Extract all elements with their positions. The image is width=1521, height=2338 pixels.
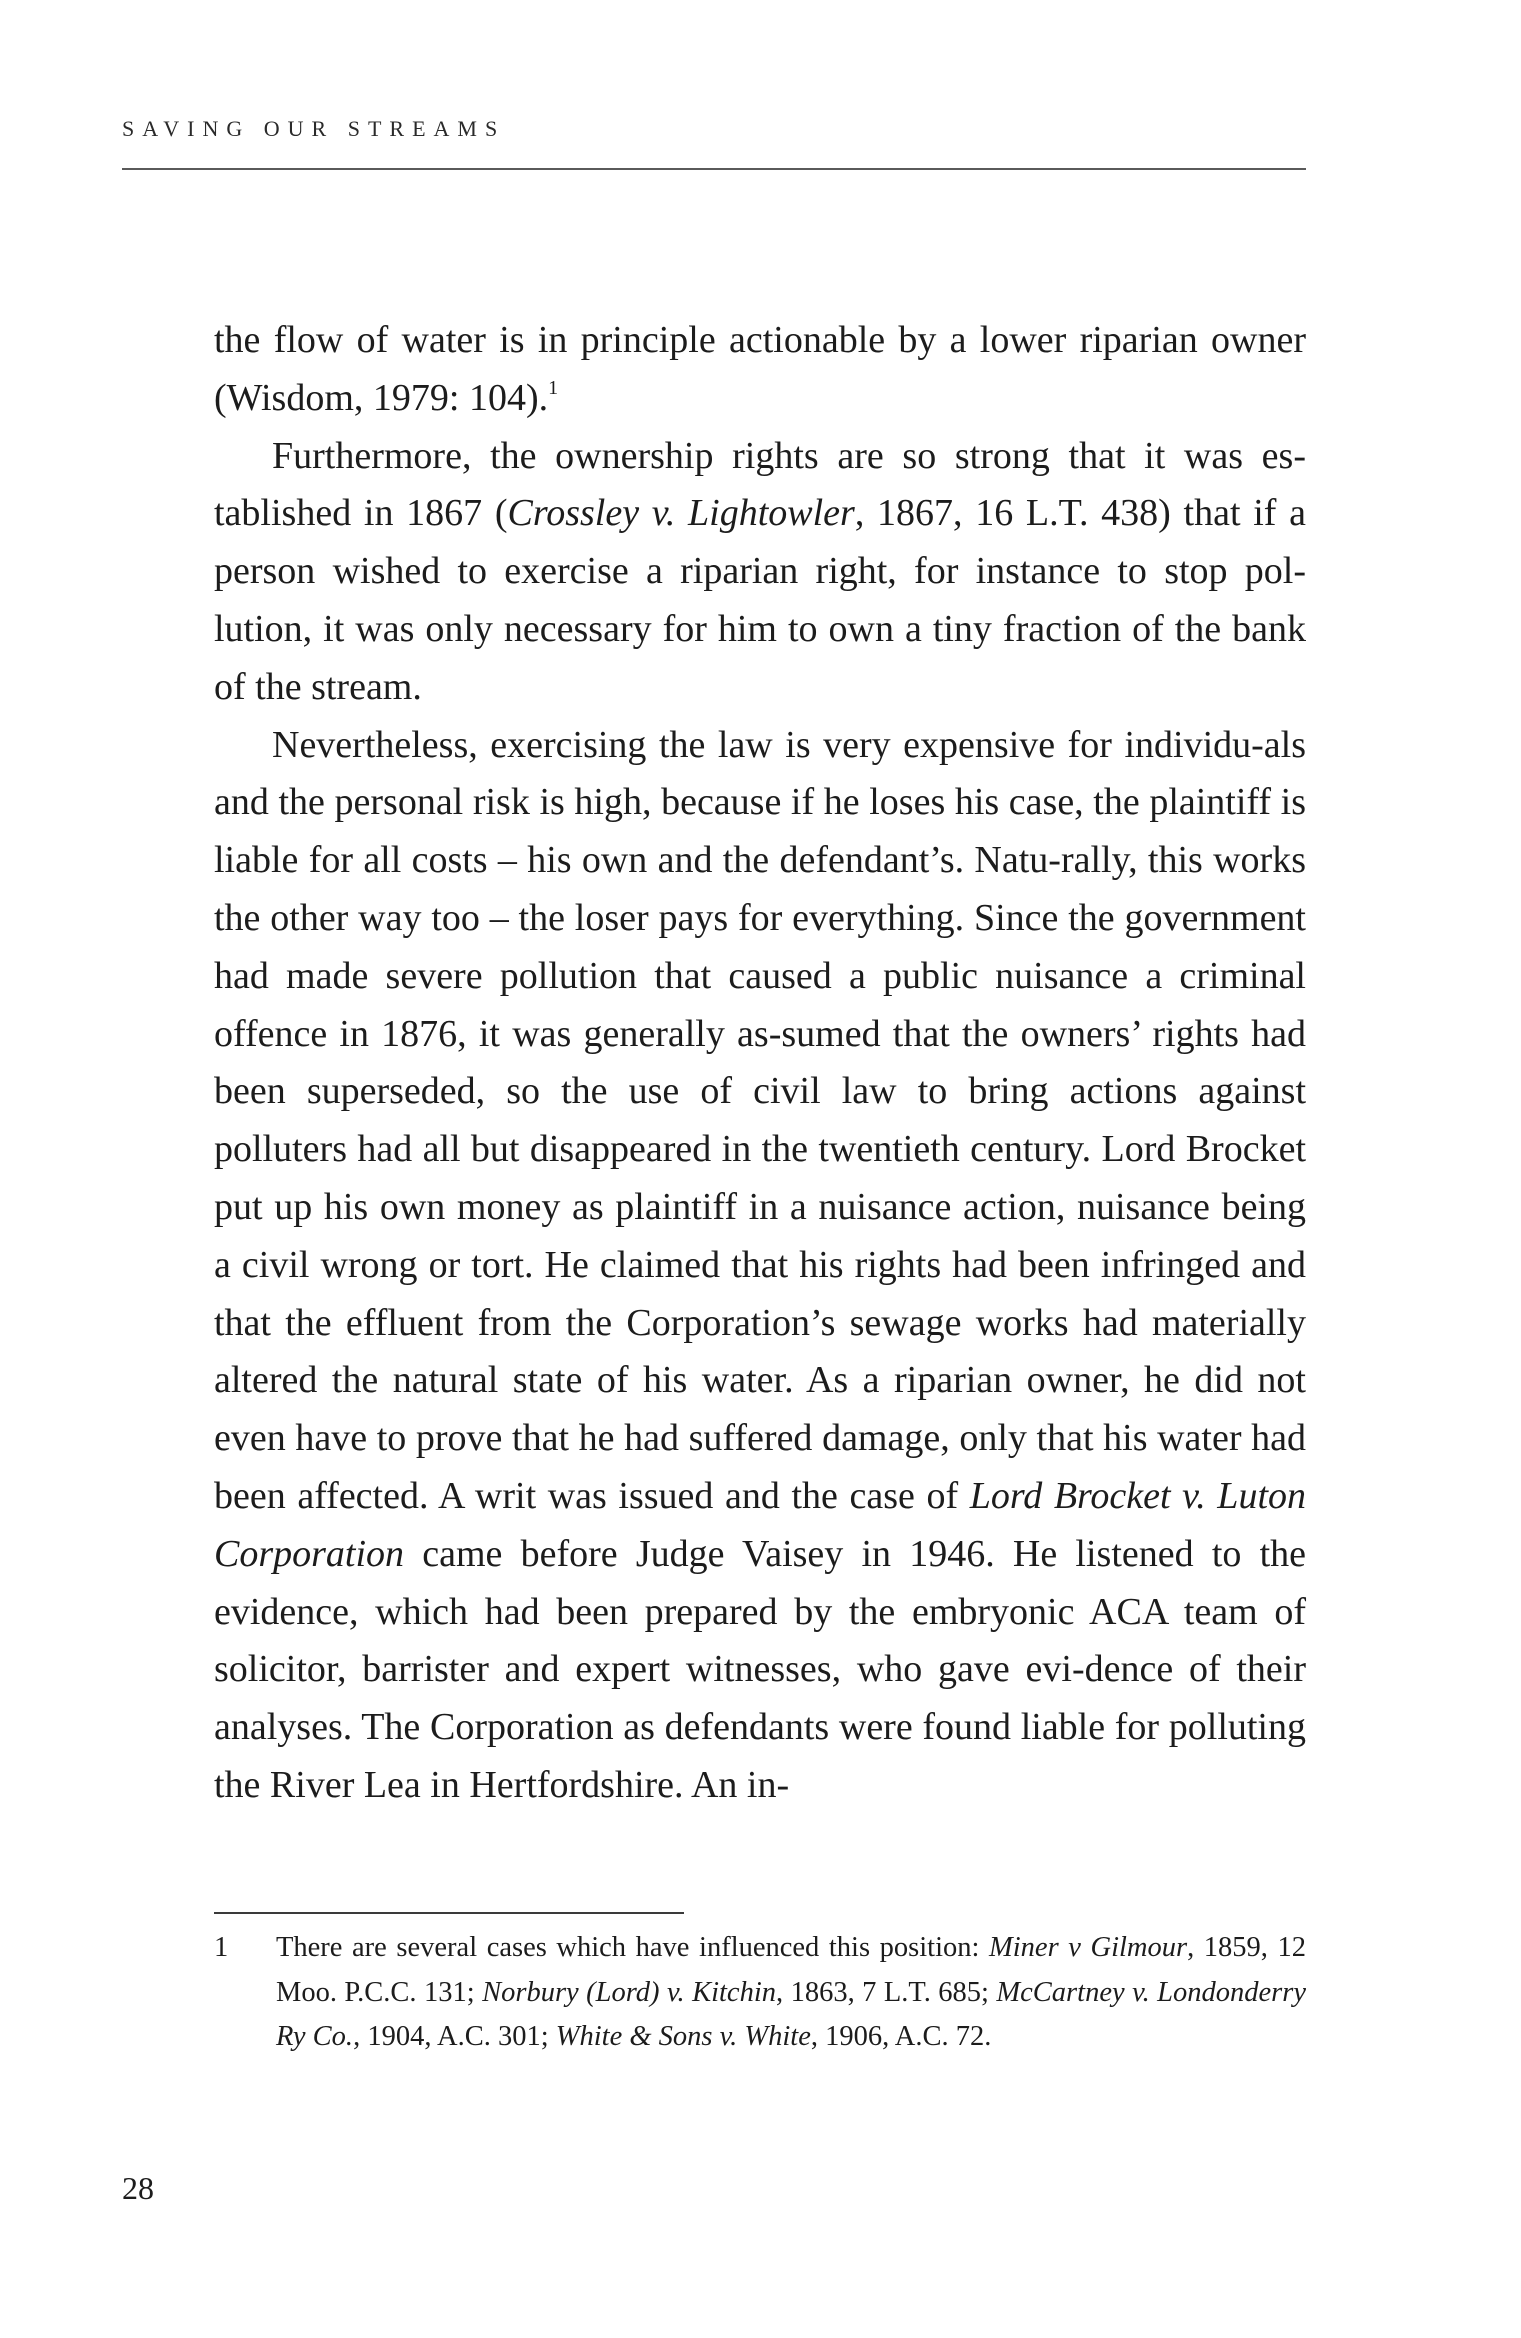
- footnote-ref-1[interactable]: 1: [548, 376, 559, 399]
- running-head: SAVING OUR STREAMS: [122, 116, 506, 141]
- paragraph-1: [214, 312, 1306, 428]
- footnote-rule: [214, 1912, 684, 1914]
- header-rule: [122, 168, 1306, 170]
- case-citation-mccartney: McCartney v. Londonderry Ry Co.: [276, 1976, 1307, 2052]
- case-citation-miner: Miner v Gilmour: [989, 1932, 1188, 1963]
- paragraph-3-text-1: Nevertheless, exercising the law is very expensive for individu-als and the personal risk is high, because if he loses his case, the plaintiff is liable for all costs – his own and the defendant’s. Natu-rally, this works the other way too – the loser pays for everything. Since the government had made severe pollution that caused a public nuisance a criminal offence in 1876, it was generally as-sumed that the owners’ rights had been superseded, so the use of civil law to bring actions against polluters had all but disappeared in the twentieth century. Lord Brocket put up his own money as plaintiff in a nuisance action, nuisance being a civil wrong or tort. He claimed that his rights had been infringed and that the effluent from the Corporation’s sewage works had materially altered the natural state of his water. As a riparian owner, he did not even have to prove that he had suffered damage, only that his water had been affected. A writ was issued and the case of: [214, 723, 1306, 1517]
- footnote-text-2: , 1859, 12 Moo. P.C.C. 131;: [276, 1932, 1306, 2008]
- footnote-number: 1: [214, 1932, 229, 1963]
- paragraph-2: [214, 428, 1306, 717]
- main-text: [214, 312, 1306, 1815]
- footnote-text-1: There are several cases which have influenced this position:: [276, 1932, 990, 1963]
- footnote-1: [214, 1926, 1306, 2060]
- page-number: 28: [122, 2170, 154, 2206]
- case-citation-brocket: Lord Brocket v. Luton Corporation: [214, 1474, 1306, 1575]
- paragraph-2-text-2: , 1867, 16 L.T. 438) that if a person wished to exercise a riparian right, for instance to stop pol-lution, it was only necessary for him to own a tiny fraction of the bank of the stream.: [214, 492, 1306, 708]
- footnote-text: [276, 1926, 1306, 2060]
- paragraph-2-text-1: Furthermore, the ownership rights are so strong that it was es-tablished in 1867 (: [214, 434, 1306, 535]
- paragraph-3: [214, 717, 1306, 1815]
- footnote-text-4: , 1904, A.C. 301;: [353, 2021, 556, 2052]
- footnote-text-3: , 1863, 7 L.T. 685;: [776, 1976, 997, 2008]
- footnotes: [214, 1926, 1306, 2060]
- paragraph-3-text-2: came before Judge Vaisey in 1946. He listened to the evidence, which had been prepared by the embryonic ACA team of solicitor, barrister and expert witnesses, who gave evi-dence of their analyses. The Corporation as defendants were found liable for polluting the River Lea in Hertfordshire. An in-: [214, 1532, 1306, 1806]
- case-citation-white: White & Sons v. White: [555, 2021, 811, 2052]
- case-citation-norbury: Norbury (Lord) v. Kitchin: [482, 1976, 776, 2008]
- footnote-text-5: , 1906, A.C. 72.: [810, 2021, 992, 2052]
- paragraph-1-text: the flow of water is in principle actionable by a lower riparian owner (Wisdom, 1979: 104).: [214, 319, 1306, 419]
- case-citation-crossley: Crossley v. Lightowler: [507, 492, 855, 535]
